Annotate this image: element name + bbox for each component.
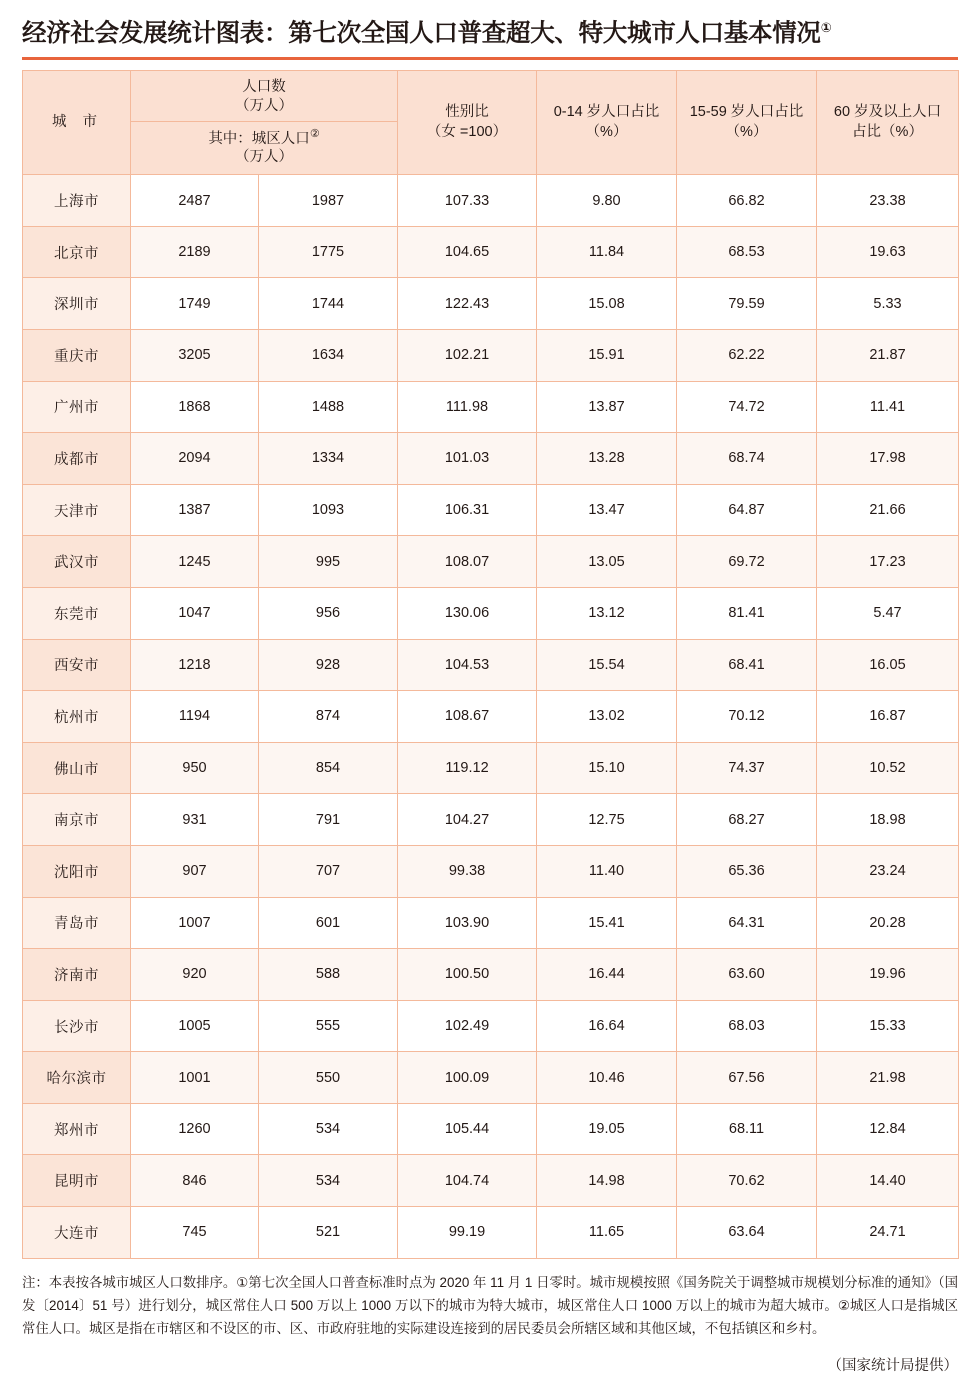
cell-age-60-plus: 5.47 xyxy=(817,587,959,639)
cell-age-15-59: 74.72 xyxy=(677,381,817,433)
cell-age-0-14: 15.08 xyxy=(537,278,677,330)
cell-population: 1194 xyxy=(131,691,259,743)
table-row xyxy=(23,845,959,897)
table-row xyxy=(23,175,959,227)
cell-urban: 928 xyxy=(259,639,398,691)
cell-age-60-plus: 11.41 xyxy=(817,381,959,433)
cell-age-0-14: 15.91 xyxy=(537,329,677,381)
table-row xyxy=(23,484,959,536)
cell-age-15-59: 64.87 xyxy=(677,484,817,536)
cell-age-60-plus: 16.87 xyxy=(817,691,959,743)
cell-sex-ratio: 101.03 xyxy=(398,433,537,485)
cell-age-60-plus: 18.98 xyxy=(817,794,959,846)
cell-age-60-plus: 21.87 xyxy=(817,329,959,381)
cell-sex-ratio: 104.53 xyxy=(398,639,537,691)
cell-sex-ratio: 105.44 xyxy=(398,1103,537,1155)
cell-urban: 601 xyxy=(259,897,398,949)
cell-age-15-59: 63.60 xyxy=(677,949,817,1001)
column-header-age-15-59-unit: （%） xyxy=(725,123,768,140)
cell-age-15-59: 62.22 xyxy=(677,329,817,381)
cell-urban: 995 xyxy=(259,536,398,588)
cell-age-60-plus: 17.23 xyxy=(817,536,959,588)
cell-sex-ratio: 99.38 xyxy=(398,845,537,897)
table-row xyxy=(23,587,959,639)
column-header-sex-ratio-label: 性别比 xyxy=(445,104,489,121)
cell-city: 武汉市 xyxy=(23,536,131,588)
cell-age-0-14: 14.98 xyxy=(537,1155,677,1207)
cell-urban: 534 xyxy=(259,1103,398,1155)
cell-city: 郑州市 xyxy=(23,1103,131,1155)
cell-population: 920 xyxy=(131,949,259,1001)
cell-age-15-59: 70.62 xyxy=(677,1155,817,1207)
cell-sex-ratio: 122.43 xyxy=(398,278,537,330)
page-title-text: 经济社会发展统计图表：第七次全国人口普查超大、特大城市人口基本情况 xyxy=(22,20,821,47)
table-row xyxy=(23,897,959,949)
column-header-age-0-14-unit: （%） xyxy=(585,123,628,140)
title-footnote-marker: ① xyxy=(820,19,832,35)
table-row xyxy=(23,1103,959,1155)
cell-city: 成都市 xyxy=(23,433,131,485)
cell-age-60-plus: 21.66 xyxy=(817,484,959,536)
cell-sex-ratio: 100.09 xyxy=(398,1052,537,1104)
cell-age-60-plus: 21.98 xyxy=(817,1052,959,1104)
cell-urban: 1775 xyxy=(259,226,398,278)
table-row xyxy=(23,278,959,330)
cell-urban: 854 xyxy=(259,742,398,794)
cell-age-0-14: 13.28 xyxy=(537,433,677,485)
cell-age-0-14: 13.05 xyxy=(537,536,677,588)
column-header-population-label: 人口数 xyxy=(242,79,286,95)
cell-sex-ratio: 119.12 xyxy=(398,742,537,794)
cell-sex-ratio: 130.06 xyxy=(398,587,537,639)
cell-age-15-59: 65.36 xyxy=(677,845,817,897)
cell-sex-ratio: 100.50 xyxy=(398,949,537,1001)
cell-age-15-59: 63.64 xyxy=(677,1207,817,1259)
cell-urban: 521 xyxy=(259,1207,398,1259)
table-row xyxy=(23,381,959,433)
cell-age-60-plus: 23.24 xyxy=(817,845,959,897)
table-row xyxy=(23,1000,959,1052)
table-row xyxy=(23,1052,959,1104)
cell-age-0-14: 11.40 xyxy=(537,845,677,897)
cell-age-15-59: 68.11 xyxy=(677,1103,817,1155)
cell-city: 昆明市 xyxy=(23,1155,131,1207)
cell-urban: 1987 xyxy=(259,175,398,227)
cell-age-15-59: 68.27 xyxy=(677,794,817,846)
cell-age-15-59: 79.59 xyxy=(677,278,817,330)
cell-sex-ratio: 106.31 xyxy=(398,484,537,536)
cell-age-60-plus: 10.52 xyxy=(817,742,959,794)
cell-city: 上海市 xyxy=(23,175,131,227)
cell-population: 950 xyxy=(131,742,259,794)
cell-sex-ratio: 108.67 xyxy=(398,691,537,743)
column-header-population-unit: （万人） xyxy=(235,97,293,114)
table-row xyxy=(23,691,959,743)
column-header-sex-ratio-unit: （女 =100） xyxy=(426,123,508,140)
cell-age-15-59: 81.41 xyxy=(677,587,817,639)
table-header xyxy=(23,71,959,175)
table-row xyxy=(23,433,959,485)
table-header-row xyxy=(23,71,959,175)
cell-population: 2487 xyxy=(131,175,259,227)
cell-age-60-plus: 5.33 xyxy=(817,278,959,330)
cell-population: 1387 xyxy=(131,484,259,536)
urban-footnote-marker: ② xyxy=(309,127,320,140)
cell-age-15-59: 68.53 xyxy=(677,226,817,278)
table-body xyxy=(23,175,959,1258)
cell-city: 济南市 xyxy=(23,949,131,1001)
cell-urban: 1744 xyxy=(259,278,398,330)
cell-urban: 791 xyxy=(259,794,398,846)
cell-age-0-14: 12.75 xyxy=(537,794,677,846)
cell-urban: 588 xyxy=(259,949,398,1001)
cell-age-0-14: 15.54 xyxy=(537,639,677,691)
cell-city: 广州市 xyxy=(23,381,131,433)
cell-age-60-plus: 19.63 xyxy=(817,226,959,278)
cell-city: 南京市 xyxy=(23,794,131,846)
cell-age-15-59: 70.12 xyxy=(677,691,817,743)
table-row xyxy=(23,1207,959,1259)
table-row xyxy=(23,949,959,1001)
cell-urban: 534 xyxy=(259,1155,398,1207)
cell-sex-ratio: 104.74 xyxy=(398,1155,537,1207)
column-header-age-60-plus-label: 60 岁及以上人口 xyxy=(833,104,942,121)
cell-age-0-14: 15.10 xyxy=(537,742,677,794)
column-header-urban-label: 其中：城区人口 xyxy=(208,130,310,147)
cell-age-60-plus: 12.84 xyxy=(817,1103,959,1155)
table-row xyxy=(23,536,959,588)
cell-city: 佛山市 xyxy=(23,742,131,794)
cell-population: 1245 xyxy=(131,536,259,588)
cell-sex-ratio: 102.49 xyxy=(398,1000,537,1052)
column-header-population-group xyxy=(131,71,398,175)
cell-city: 东莞市 xyxy=(23,587,131,639)
table-row xyxy=(23,794,959,846)
column-header-age-60-plus xyxy=(817,71,959,175)
cell-age-0-14: 11.84 xyxy=(537,226,677,278)
cell-population: 745 xyxy=(131,1207,259,1259)
cell-age-15-59: 66.82 xyxy=(677,175,817,227)
cell-city: 北京市 xyxy=(23,226,131,278)
cell-age-15-59: 68.41 xyxy=(677,639,817,691)
cell-age-60-plus: 16.05 xyxy=(817,639,959,691)
column-header-age-15-59-label: 15-59 岁人口占比 xyxy=(689,104,804,121)
cell-urban: 1634 xyxy=(259,329,398,381)
source-credit: （国家统计局提供） xyxy=(827,1357,958,1374)
column-header-age-0-14 xyxy=(537,71,677,175)
cell-age-60-plus: 23.38 xyxy=(817,175,959,227)
cell-city: 杭州市 xyxy=(23,691,131,743)
column-header-population xyxy=(131,71,397,121)
cell-age-60-plus: 24.71 xyxy=(817,1207,959,1259)
cell-city: 深圳市 xyxy=(23,278,131,330)
cell-age-15-59: 69.72 xyxy=(677,536,817,588)
cell-age-0-14: 16.44 xyxy=(537,949,677,1001)
title-divider xyxy=(22,57,958,60)
cell-city: 长沙市 xyxy=(23,1000,131,1052)
cell-urban: 707 xyxy=(259,845,398,897)
table-row xyxy=(23,742,959,794)
cell-age-0-14: 13.87 xyxy=(537,381,677,433)
cell-population: 1868 xyxy=(131,381,259,433)
column-header-age-0-14-label: 0-14 岁人口占比 xyxy=(553,104,660,121)
cell-population: 1218 xyxy=(131,639,259,691)
cell-sex-ratio: 108.07 xyxy=(398,536,537,588)
cell-population: 1260 xyxy=(131,1103,259,1155)
cell-age-60-plus: 19.96 xyxy=(817,949,959,1001)
cell-age-0-14: 15.41 xyxy=(537,897,677,949)
cell-population: 1007 xyxy=(131,897,259,949)
cell-sex-ratio: 99.19 xyxy=(398,1207,537,1259)
cell-age-15-59: 68.74 xyxy=(677,433,817,485)
population-table xyxy=(22,70,959,1259)
cell-age-0-14: 9.80 xyxy=(537,175,677,227)
cell-sex-ratio: 103.90 xyxy=(398,897,537,949)
cell-population: 2094 xyxy=(131,433,259,485)
table-footnote: 注：本表按各城市城区人口数排序。①第七次全国人口普查标准时点为 2020 年 11 月 1 日零时。城市规模按照《国务院关于调整城市规模划分标准的通知》（国发〔2014〕51 号）进行划分，城区常住人口 500 万以上 1000 万以下的城市为特大城市，城区常住人口 1000 万以上的城市为超大城市。②城区人口是指城区常住人口。城区是指在市辖区和不设区的市、区、市政府驻地的实际建设连接到的居民委员会所辖区域和其他区域，不包括镇区和乡村。 xyxy=(22,1274,958,1336)
table-row xyxy=(23,1155,959,1207)
cell-population: 907 xyxy=(131,845,259,897)
table-row xyxy=(23,329,959,381)
cell-age-15-59: 67.56 xyxy=(677,1052,817,1104)
cell-age-0-14: 13.02 xyxy=(537,691,677,743)
cell-sex-ratio: 104.65 xyxy=(398,226,537,278)
cell-age-0-14: 10.46 xyxy=(537,1052,677,1104)
cell-sex-ratio: 102.21 xyxy=(398,329,537,381)
cell-sex-ratio: 107.33 xyxy=(398,175,537,227)
cell-urban: 550 xyxy=(259,1052,398,1104)
cell-sex-ratio: 104.27 xyxy=(398,794,537,846)
table-row xyxy=(23,226,959,278)
column-header-urban-unit: （万人） xyxy=(235,149,293,166)
table-row xyxy=(23,639,959,691)
cell-city: 沈阳市 xyxy=(23,845,131,897)
cell-urban: 956 xyxy=(259,587,398,639)
cell-age-60-plus: 14.40 xyxy=(817,1155,959,1207)
cell-city: 重庆市 xyxy=(23,329,131,381)
cell-age-0-14: 13.12 xyxy=(537,587,677,639)
cell-urban: 1093 xyxy=(259,484,398,536)
column-header-city: 城 市 xyxy=(23,71,131,175)
cell-population: 1047 xyxy=(131,587,259,639)
cell-age-15-59: 74.37 xyxy=(677,742,817,794)
cell-population: 3205 xyxy=(131,329,259,381)
cell-urban: 1488 xyxy=(259,381,398,433)
cell-city: 青岛市 xyxy=(23,897,131,949)
cell-city: 天津市 xyxy=(23,484,131,536)
cell-age-60-plus: 20.28 xyxy=(817,897,959,949)
cell-age-15-59: 68.03 xyxy=(677,1000,817,1052)
cell-population: 2189 xyxy=(131,226,259,278)
column-header-urban-population xyxy=(131,121,397,175)
column-header-age-15-59 xyxy=(677,71,817,175)
cell-population: 931 xyxy=(131,794,259,846)
cell-age-60-plus: 17.98 xyxy=(817,433,959,485)
cell-age-0-14: 13.47 xyxy=(537,484,677,536)
cell-city: 西安市 xyxy=(23,639,131,691)
cell-population: 1001 xyxy=(131,1052,259,1104)
cell-city: 哈尔滨市 xyxy=(23,1052,131,1104)
cell-urban: 555 xyxy=(259,1000,398,1052)
cell-population: 846 xyxy=(131,1155,259,1207)
column-header-age-60-plus-unit: 占比（%） xyxy=(852,123,923,140)
cell-age-0-14: 11.65 xyxy=(537,1207,677,1259)
cell-age-0-14: 19.05 xyxy=(537,1103,677,1155)
cell-urban: 874 xyxy=(259,691,398,743)
column-header-sex-ratio xyxy=(398,71,537,175)
cell-age-60-plus: 15.33 xyxy=(817,1000,959,1052)
cell-urban: 1334 xyxy=(259,433,398,485)
cell-population: 1749 xyxy=(131,278,259,330)
page-title xyxy=(22,0,958,55)
cell-city: 大连市 xyxy=(23,1207,131,1259)
cell-age-15-59: 64.31 xyxy=(677,897,817,949)
cell-population: 1005 xyxy=(131,1000,259,1052)
cell-sex-ratio: 111.98 xyxy=(398,381,537,433)
cell-age-0-14: 16.64 xyxy=(537,1000,677,1052)
